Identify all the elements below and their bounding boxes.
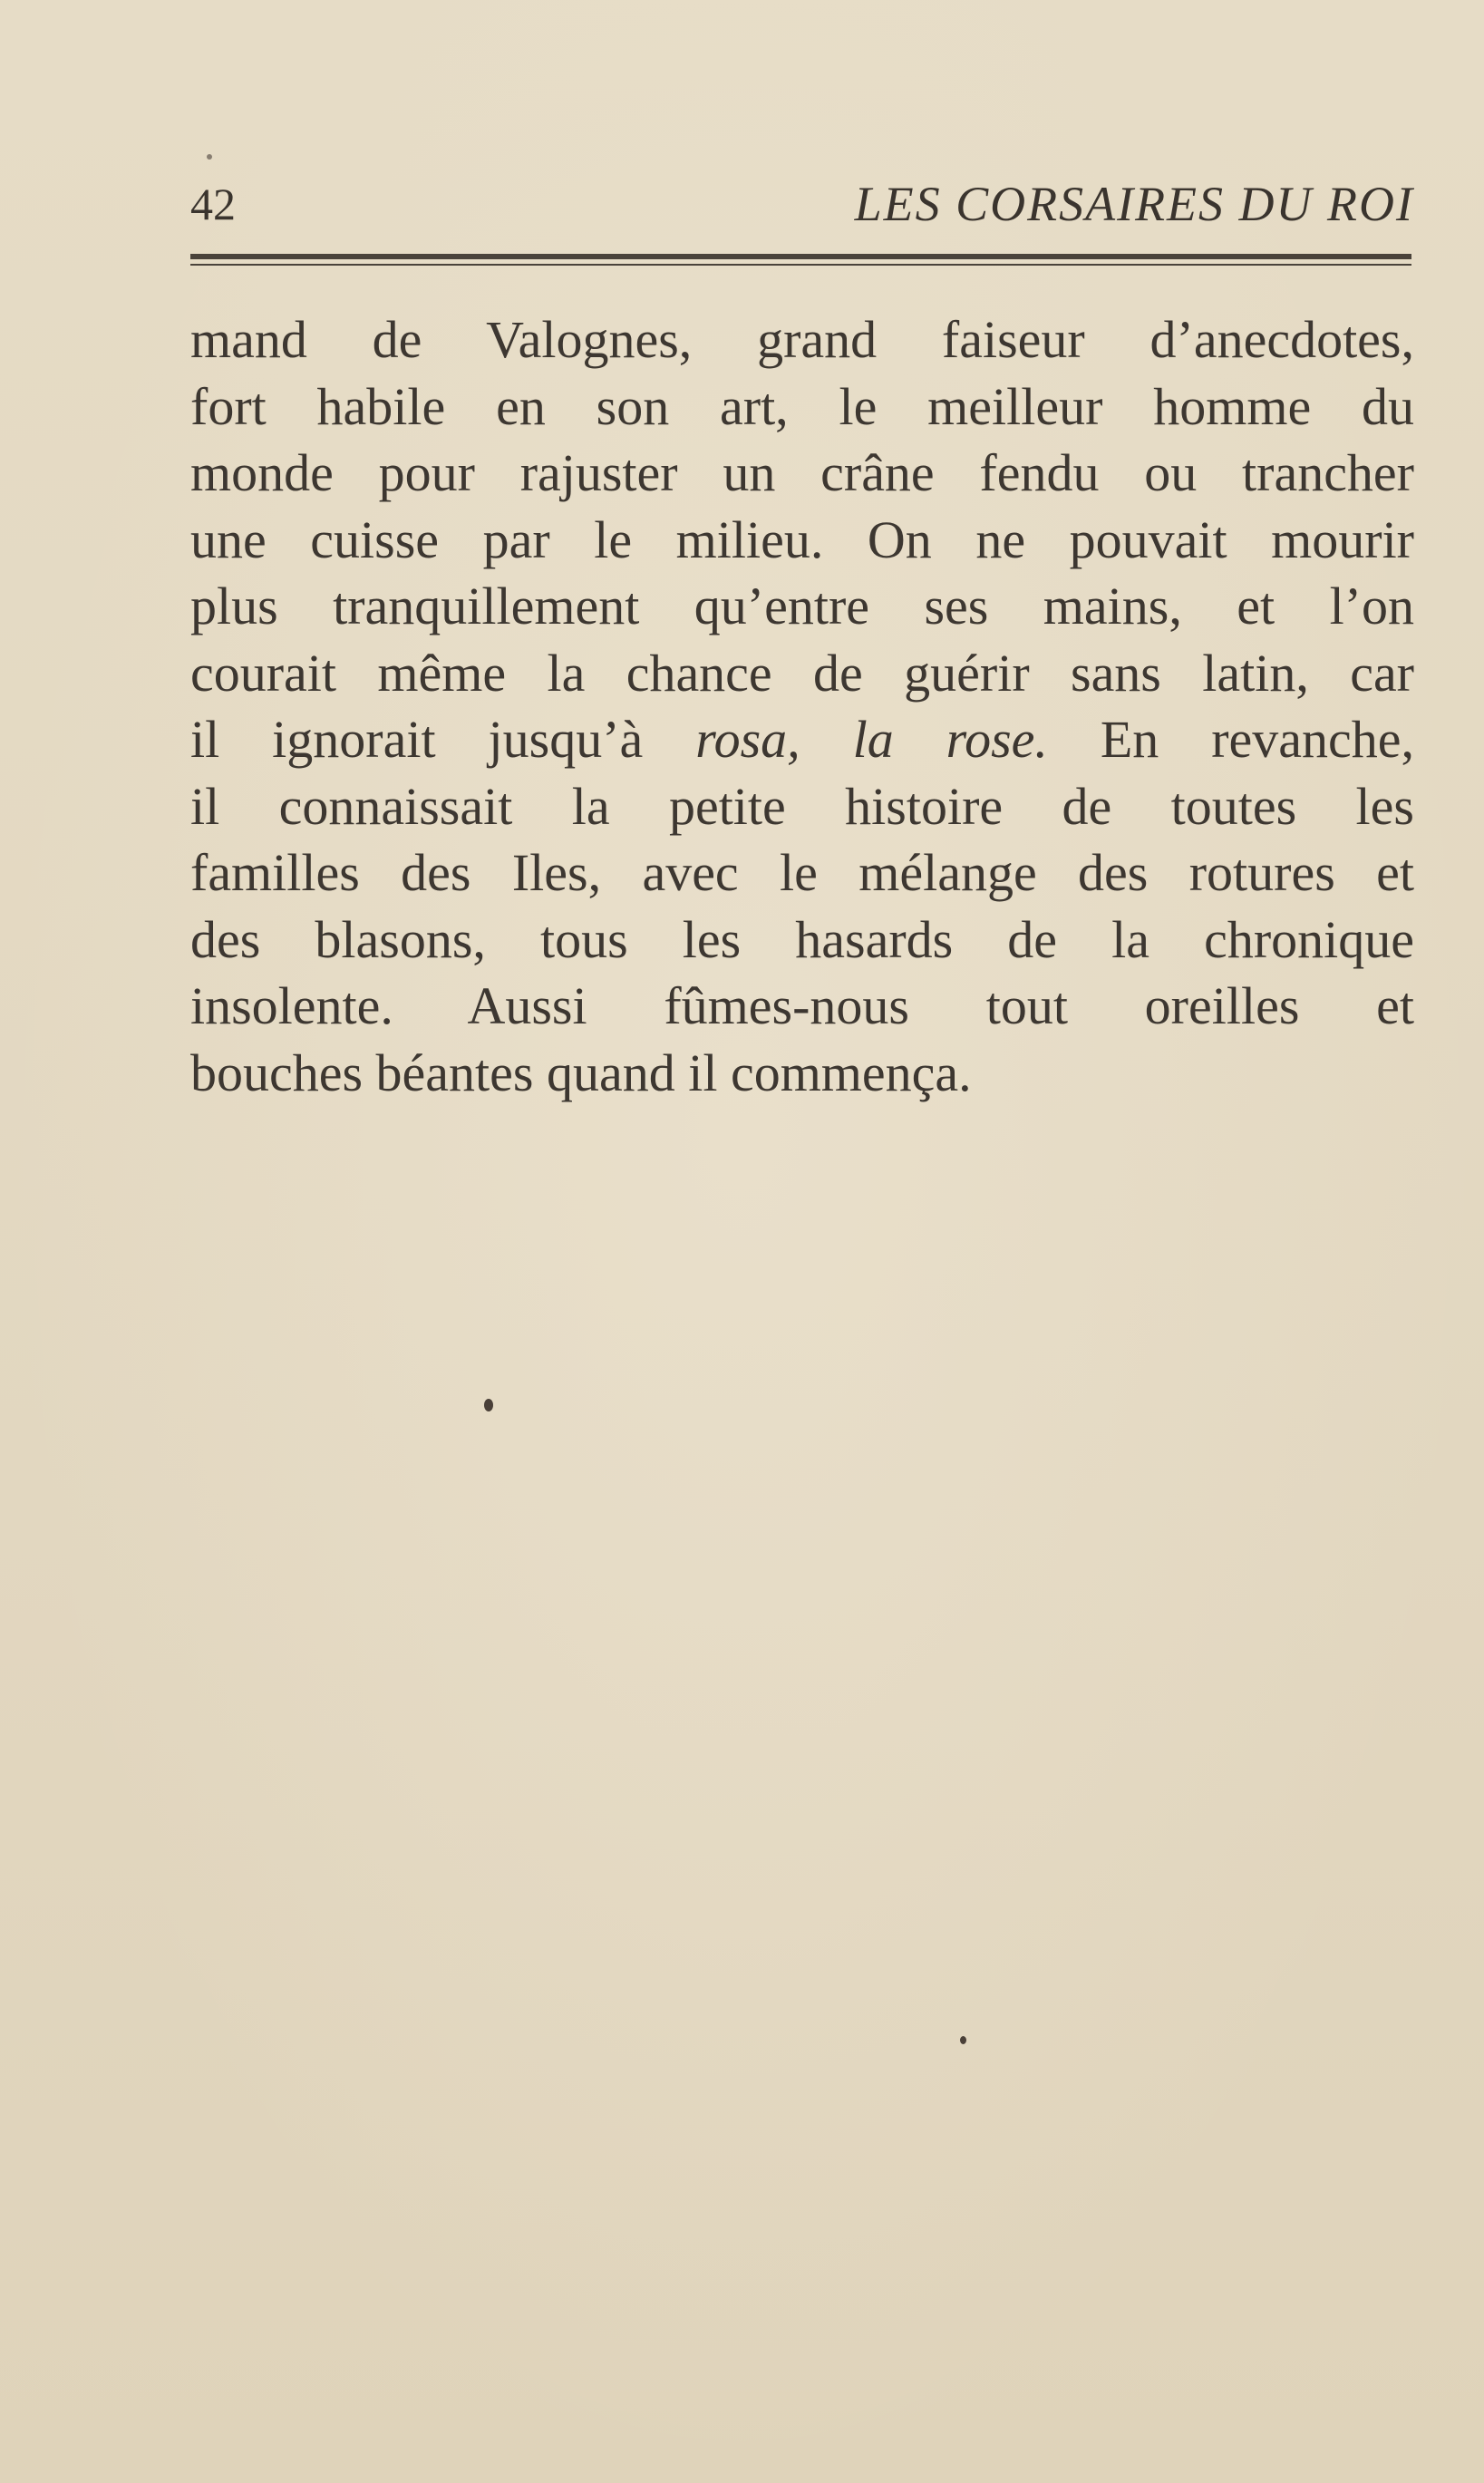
ink-speck	[960, 2036, 966, 2044]
text-line-with-italic	[190, 706, 1414, 773]
text-line: il connaissait la petite histoire de toutes les	[190, 776, 1414, 836]
text-segment: En revanche,	[1047, 710, 1414, 769]
italic-phrase: rosa, la rose.	[695, 710, 1048, 769]
page-number: 42	[190, 179, 236, 229]
body-paragraph	[190, 306, 1414, 1106]
text-line-last: bouches béantes quand il commença.	[190, 1043, 972, 1102]
text-line: une cuisse par le milieu. On ne pouvait mourir	[190, 509, 1414, 569]
text-line: courait même la chance de guérir sans latin, car	[190, 643, 1414, 703]
ink-speck	[207, 154, 212, 160]
text-line: insolente. Aussi fûmes-nous tout oreilles et	[190, 976, 1414, 1035]
header-rule-thick	[190, 254, 1411, 259]
text-line: des blasons, tous les hasards de la chronique	[190, 909, 1414, 969]
running-title: LES CORSAIRES DU ROI	[854, 177, 1414, 231]
text-line: monde pour rajuster un crâne fendu ou trancher	[190, 443, 1414, 502]
ink-speck	[484, 1399, 493, 1411]
text-line: mand de Valognes, grand faiseur d’anecdotes,	[190, 310, 1414, 369]
page-header	[190, 172, 1414, 236]
text-line: familles des Iles, avec le mélange des rotures et	[190, 843, 1414, 902]
text-line: fort habile en son art, le meilleur homme du	[190, 376, 1414, 436]
header-rule-thin	[190, 264, 1411, 266]
text-segment: il ignorait jusqu’à	[190, 710, 696, 769]
text-line: plus tranquillement qu’entre ses mains, et l’on	[190, 577, 1414, 635]
